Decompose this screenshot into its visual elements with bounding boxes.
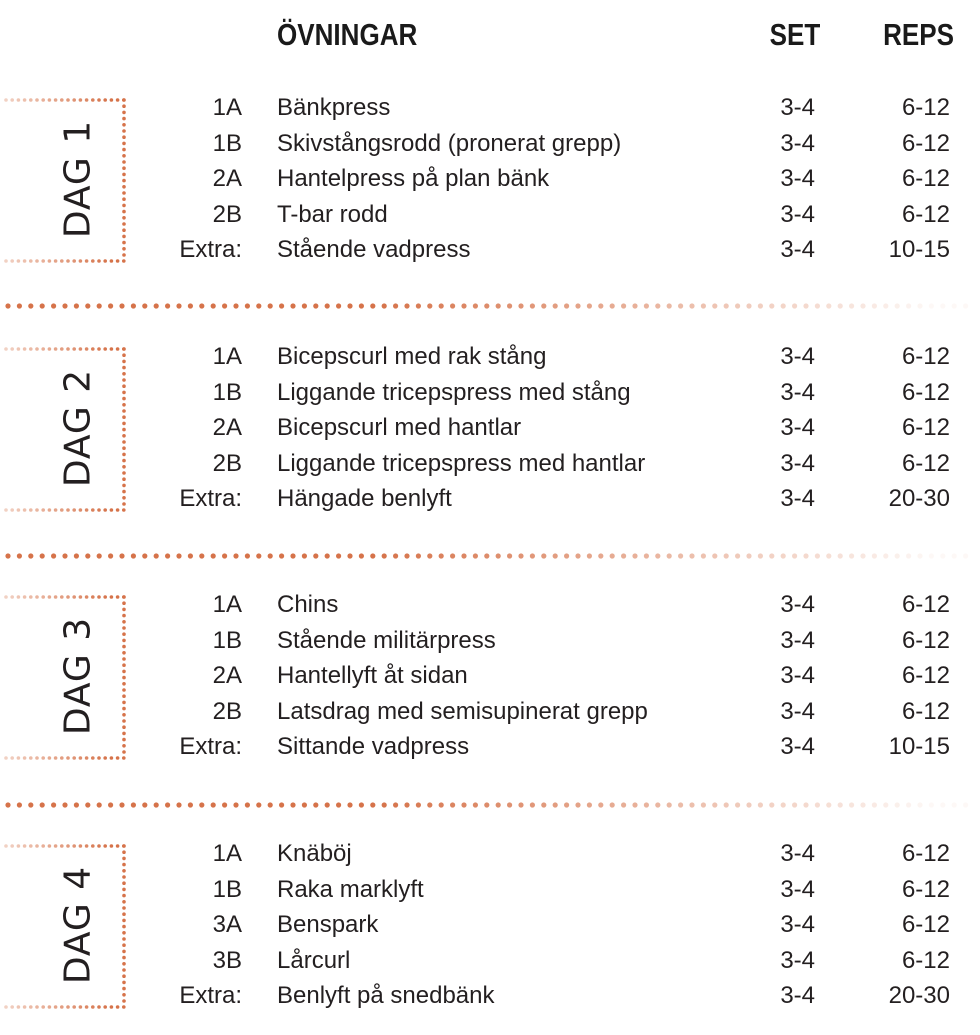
- exercise-sets: 3-4: [780, 626, 815, 654]
- exercise-row: [0, 658, 980, 694]
- exercise-name: Lårcurl: [277, 946, 351, 974]
- exercise-name: Benspark: [277, 911, 379, 939]
- exercise-row: [0, 587, 980, 623]
- exercise-reps: 10-15: [888, 733, 950, 761]
- exercise-name: Chins: [277, 591, 339, 618]
- exercise-code: 2B: [212, 697, 242, 725]
- exercise-code: 1B: [212, 129, 242, 157]
- exercise-sets: 3-4: [780, 449, 815, 477]
- exercise-code: 2B: [212, 449, 242, 477]
- dotted-separator: [0, 797, 980, 807]
- day-section: [0, 94, 980, 267]
- exercise-reps: 6-12: [901, 697, 950, 725]
- exercise-reps: 6-12: [901, 662, 950, 690]
- day-label: DAG 2: [57, 368, 99, 488]
- exercise-row: [0, 339, 980, 375]
- exercise-name: Hantellyft åt sidan: [277, 662, 468, 690]
- exercise-row: [0, 375, 980, 411]
- exercise-name: Knäböj: [277, 840, 352, 867]
- exercise-row: [0, 481, 980, 517]
- exercise-sets: 3-4: [780, 165, 815, 193]
- exercise-list: [0, 339, 980, 517]
- exercise-row: [0, 907, 980, 943]
- day-section: [0, 591, 980, 764]
- exercise-name: Liggande tricepspress med hantlar: [277, 449, 646, 477]
- exercise-code: 1A: [212, 840, 242, 867]
- exercise-sets: 3-4: [780, 982, 815, 1010]
- day-section: [0, 840, 980, 1013]
- exercise-name: Hängade benlyft: [277, 485, 452, 513]
- exercise-code: 2A: [212, 414, 242, 442]
- exercise-reps: 10-15: [888, 236, 950, 264]
- exercise-sets: 3-4: [780, 840, 815, 867]
- exercise-name: Sittande vadpress: [277, 733, 470, 761]
- exercise-code: 1A: [212, 343, 242, 370]
- exercise-row: [0, 446, 980, 482]
- exercise-name: Skivstångsrodd (pronerat grepp): [277, 129, 622, 157]
- exercise-reps: 20-30: [888, 485, 950, 513]
- exercise-name: Stående vadpress: [277, 236, 471, 264]
- exercise-code: Extra:: [179, 733, 242, 761]
- exercise-code: 2A: [212, 662, 242, 690]
- exercise-reps: 6-12: [901, 414, 950, 442]
- exercise-sets: 3-4: [780, 946, 815, 974]
- exercise-sets: 3-4: [780, 733, 815, 761]
- exercise-code: 1A: [212, 591, 242, 618]
- exercise-reps: 6-12: [901, 378, 950, 406]
- exercise-sets: 3-4: [780, 414, 815, 442]
- exercise-sets: 3-4: [780, 378, 815, 406]
- exercise-sets: 3-4: [780, 485, 815, 513]
- exercise-list: [0, 587, 980, 765]
- exercise-reps: 6-12: [901, 343, 950, 370]
- exercise-reps: 6-12: [901, 911, 950, 939]
- exercise-code: 1A: [212, 94, 242, 121]
- exercise-sets: 3-4: [780, 200, 815, 228]
- exercise-code: 3A: [212, 911, 242, 939]
- exercise-row: [0, 872, 980, 908]
- exercise-name: Stående militärpress: [277, 626, 496, 654]
- exercise-row: [0, 232, 980, 268]
- exercise-name: Bänkpress: [277, 94, 391, 121]
- exercise-list: [0, 836, 980, 1014]
- exercise-reps: 6-12: [901, 94, 950, 121]
- exercise-row: [0, 126, 980, 162]
- exercise-code: Extra:: [179, 485, 242, 513]
- exercise-name: Bicepscurl med rak stång: [277, 343, 547, 370]
- exercise-reps: 6-12: [901, 591, 950, 618]
- exercise-code: 2A: [212, 165, 242, 193]
- exercise-sets: 3-4: [780, 911, 815, 939]
- header-reps: REPS: [883, 17, 954, 52]
- dotted-separator: [0, 548, 980, 558]
- exercise-reps: 6-12: [901, 165, 950, 193]
- exercise-reps: 6-12: [901, 875, 950, 903]
- exercise-name: Bicepscurl med hantlar: [277, 414, 522, 442]
- exercise-sets: 3-4: [780, 662, 815, 690]
- exercise-name: Hantelpress på plan bänk: [277, 165, 550, 193]
- exercise-row: [0, 197, 980, 233]
- exercise-name: Liggande tricepspress med stång: [277, 378, 631, 406]
- exercise-reps: 6-12: [901, 449, 950, 477]
- day-label: DAG 3: [57, 616, 99, 736]
- exercise-name: Benlyft på snedbänk: [277, 982, 495, 1010]
- exercise-sets: 3-4: [780, 591, 815, 618]
- exercise-reps: 6-12: [901, 840, 950, 867]
- exercise-reps: 6-12: [901, 200, 950, 228]
- exercise-row: [0, 836, 980, 872]
- exercise-row: [0, 729, 980, 765]
- exercise-row: [0, 978, 980, 1014]
- header-sets: SET: [769, 17, 821, 52]
- exercise-name: T-bar rodd: [277, 200, 388, 228]
- day-label: DAG 4: [57, 865, 99, 985]
- dotted-separator: [0, 298, 980, 308]
- exercise-code: 1B: [212, 875, 242, 903]
- exercise-name: Latsdrag med semisupinerat grepp: [277, 697, 648, 725]
- exercise-row: [0, 943, 980, 979]
- header-exercises: ÖVNINGAR: [277, 17, 418, 52]
- exercise-reps: 20-30: [888, 982, 950, 1010]
- exercise-sets: 3-4: [780, 875, 815, 903]
- day-section: [0, 343, 980, 516]
- day-label: DAG 1: [57, 119, 99, 239]
- exercise-code: 2B: [212, 200, 242, 228]
- exercise-code: 3B: [212, 946, 242, 974]
- exercise-list: [0, 90, 980, 268]
- exercise-sets: 3-4: [780, 129, 815, 157]
- exercise-sets: 3-4: [780, 697, 815, 725]
- exercise-code: 1B: [212, 378, 242, 406]
- exercise-row: [0, 410, 980, 446]
- exercise-row: [0, 623, 980, 659]
- exercise-code: 1B: [212, 626, 242, 654]
- exercise-sets: 3-4: [780, 236, 815, 264]
- exercise-sets: 3-4: [780, 94, 815, 121]
- exercise-reps: 6-12: [901, 946, 950, 974]
- exercise-reps: 6-12: [901, 129, 950, 157]
- exercise-code: Extra:: [179, 236, 242, 264]
- exercise-row: [0, 161, 980, 197]
- exercise-name: Raka marklyft: [277, 875, 424, 903]
- exercise-row: [0, 694, 980, 730]
- exercise-code: Extra:: [179, 982, 242, 1010]
- exercise-sets: 3-4: [780, 343, 815, 370]
- exercise-row: [0, 90, 980, 126]
- exercise-reps: 6-12: [901, 626, 950, 654]
